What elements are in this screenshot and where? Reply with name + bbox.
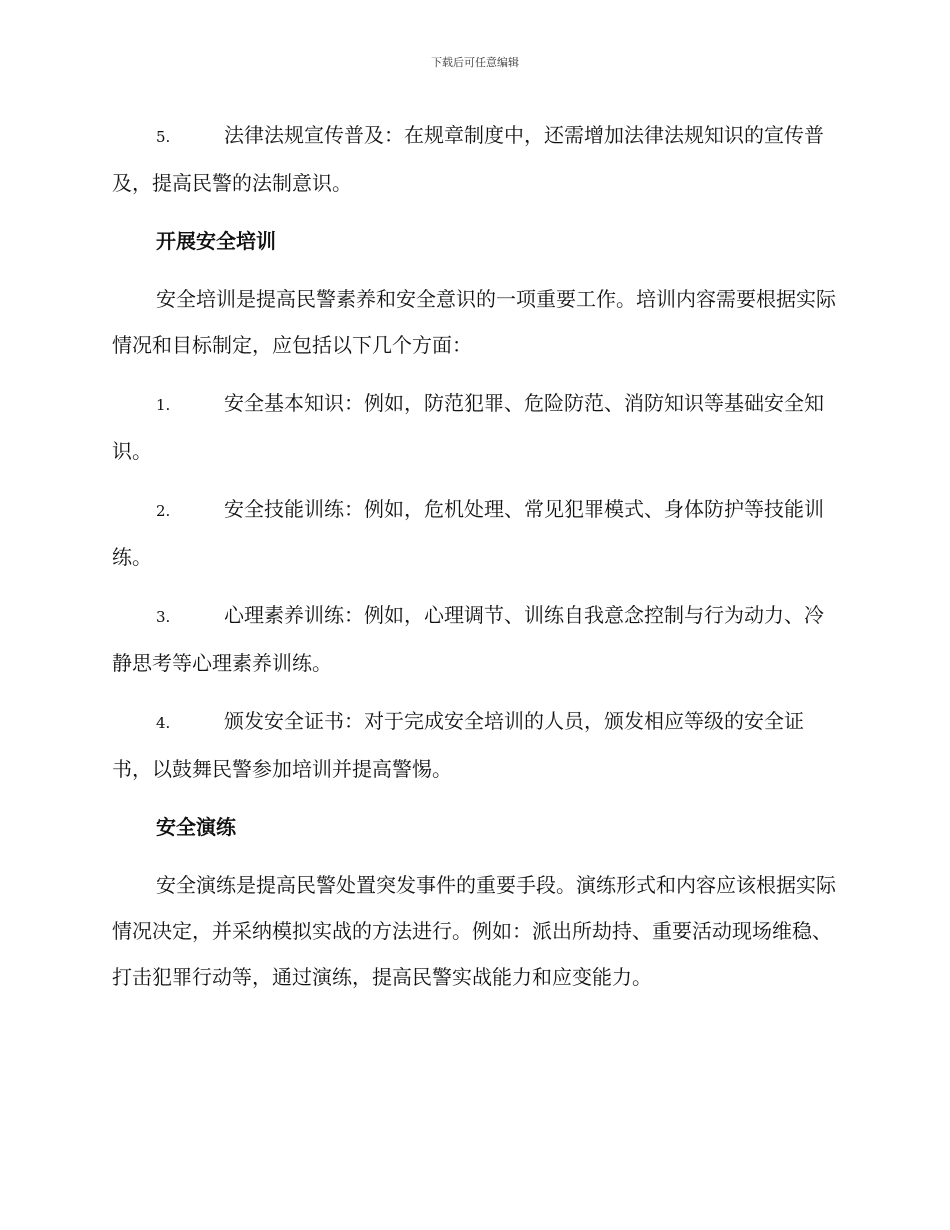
page-header: 下载后可任意编辑 — [431, 56, 519, 69]
paragraph: 安全培训是提高民警素养和安全意识的一项重要工作。培训内容需要根据实际情况和目标制定，应包括以下几个方面： — [112, 287, 836, 357]
list-number: 1. — [156, 396, 171, 414]
section-heading: 开展安全培训 — [156, 229, 276, 253]
list-number: 5. — [156, 128, 171, 146]
list-text: 颁发安全证书：对于完成安全培训的人员，颁发相应等级的安全证书，以鼓舞民警参加培训并提高警惕。 — [112, 709, 804, 781]
paragraph: 安全演练是提高民警处置突发事件的重要手段。演练形式和内容应该根据实际情况决定，并采纳模拟实战的方法进行。例如：派出所劫持、重要活动现场维稳、打击犯罪行动等，通过演练，提高民警实战能力和应变能力。 — [112, 873, 836, 989]
section-heading: 安全演练 — [156, 815, 236, 839]
list-text: 安全技能训练：例如，危机处理、常见犯罪模式、身体防护等技能训练。 — [112, 497, 824, 569]
list-item — [112, 112, 838, 206]
list-text: 法律法规宣传普及：在规章制度中，还需增加法律法规知识的宣传普及，提高民警的法制意识。 — [112, 123, 824, 195]
list-number: 3. — [156, 608, 171, 626]
document-body — [112, 112, 838, 1012]
list-item — [112, 592, 838, 686]
list-text: 心理素养训练：例如，心理调节、训练自我意念控制与行为动力、冷静思考等心理素养训练。 — [112, 603, 824, 675]
list-number: 4. — [156, 714, 171, 732]
list-number: 2. — [156, 502, 171, 520]
list-item — [112, 380, 838, 474]
list-item — [112, 486, 838, 580]
list-text: 安全基本知识：例如，防范犯罪、危险防范、消防知识等基础安全知识。 — [112, 391, 824, 463]
list-item — [112, 698, 838, 792]
